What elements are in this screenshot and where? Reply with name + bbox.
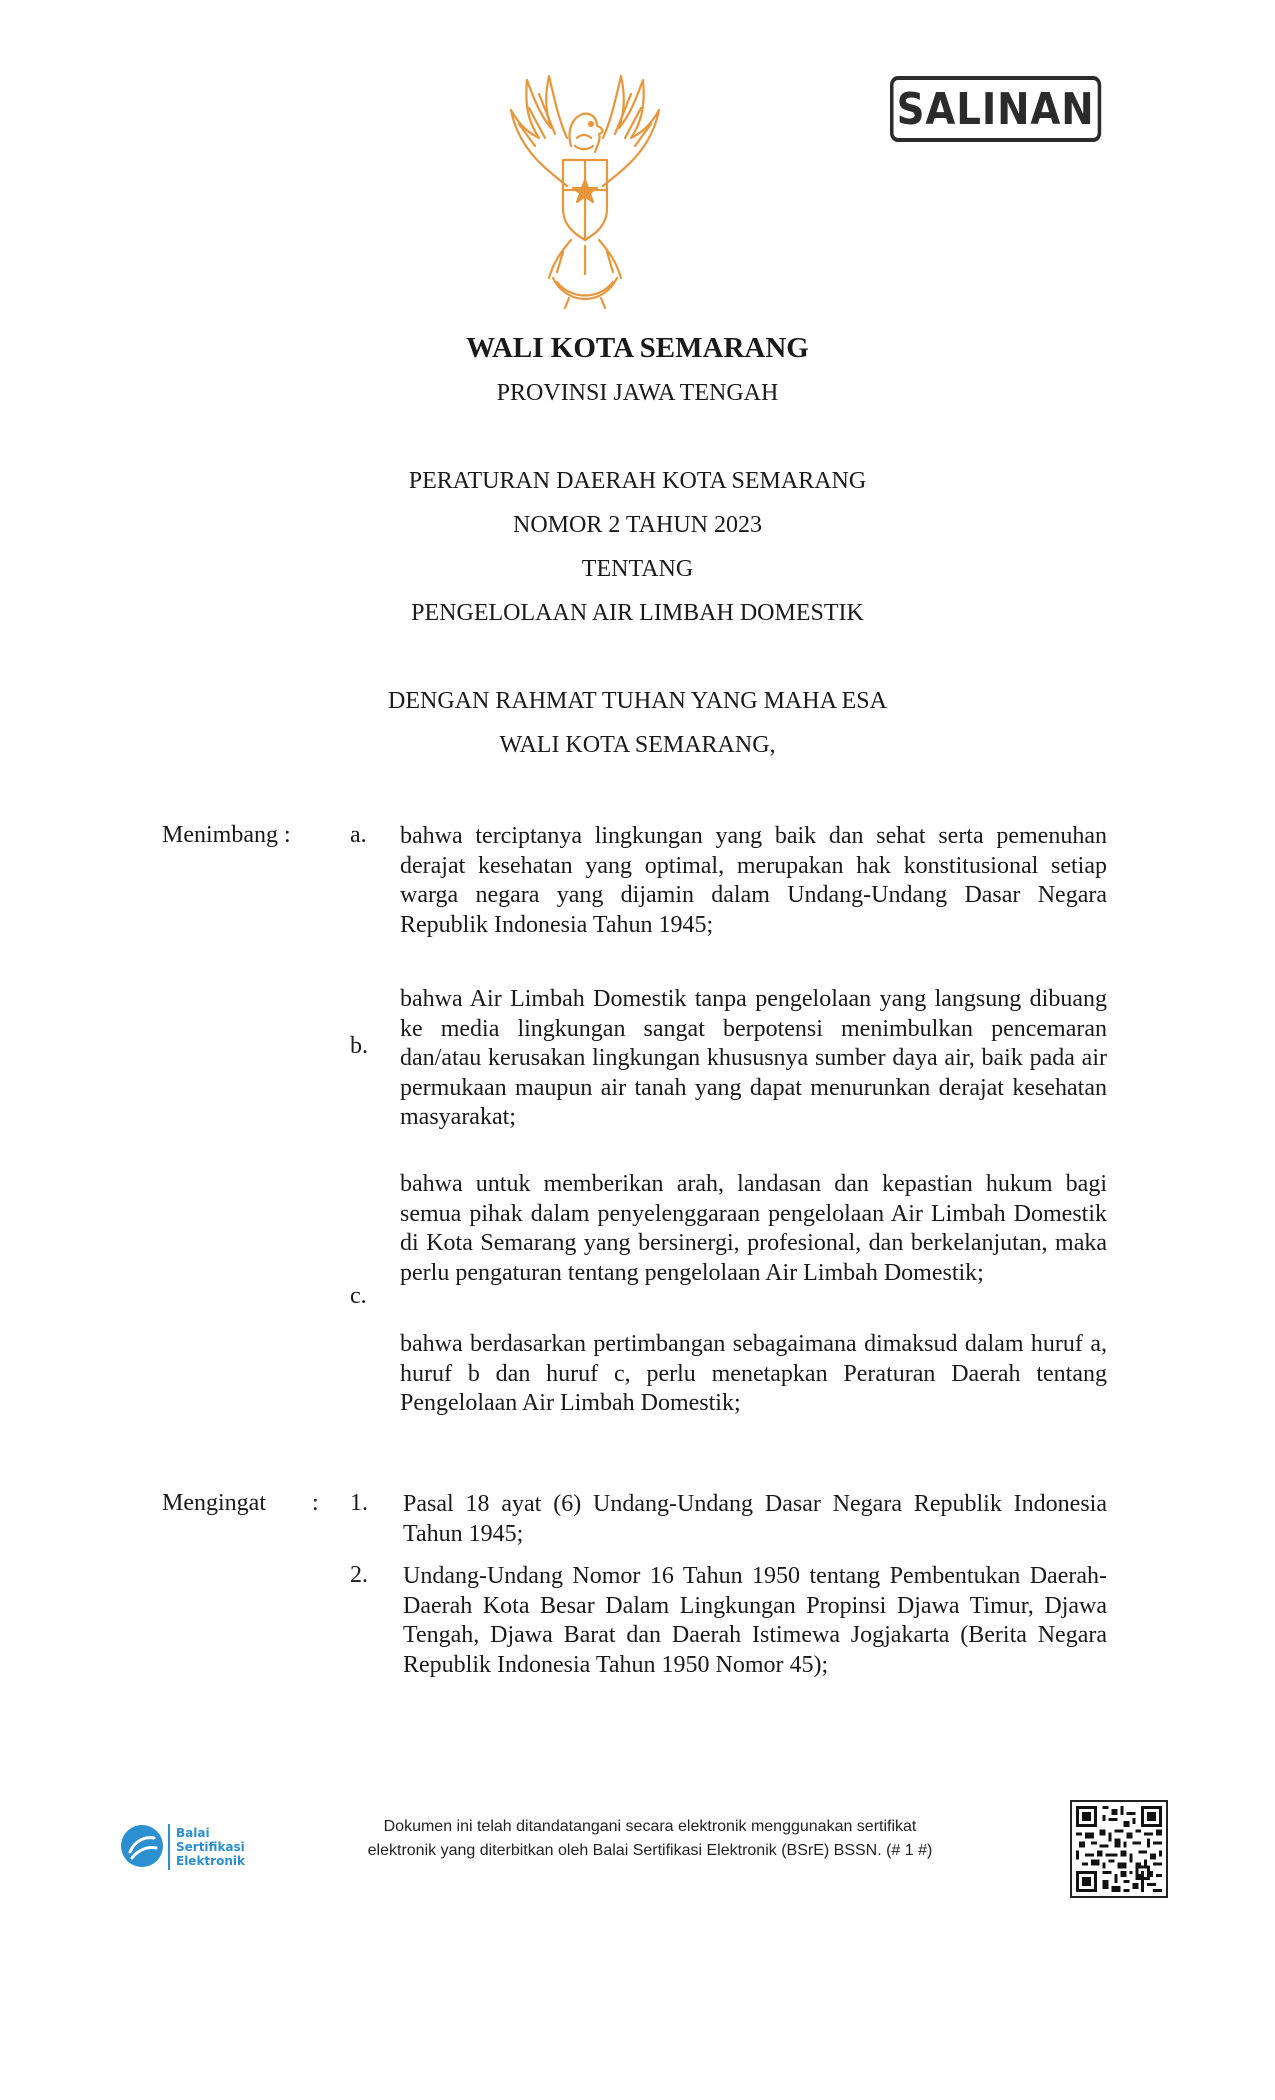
consideration-c: bahwa untuk memberikan arah, landasan dan kepastian hukum bagi semua pihak dalam penyelenggaraan pengelolaan Air Limbah Domestik di Kota Semarang yang bersinergi, profesional, dan berkelanjutan, maka perlu pengaturan tentang pengelolaan Air Limbah Domestik; <box>400 1171 1107 1286</box>
preamble-line-2: WALI KOTA SEMARANG, <box>499 732 776 758</box>
signature-notice-line-1: Dokumen ini telah ditandatangani secara elektronik menggunakan sertifikat <box>383 1818 917 1835</box>
province-line: PROVINSI JAWA TENGAH <box>496 380 779 406</box>
signature-notice-line-2: elektronik yang diterbitkan oleh Balai Sertifikasi Elektronik (BSrE) BSSN. (# 1 #) <box>367 1842 933 1859</box>
mengingat-label: Mengingat <box>162 1490 266 1516</box>
qr-code-icon <box>1070 1800 1168 1898</box>
legal-basis-1: Pasal 18 ayat (6) Undang-Undang Dasar Negara Republik Indonesia Tahun 1945; <box>403 1491 1107 1547</box>
consideration-a: bahwa terciptanya lingkungan yang baik dan sehat serta pemenuhan derajat kesehatan yang optimal, merupakan hak konstitusional setiap warga negara yang dijamin dalam Undang-Undang Dasar Negara Republik Indonesia Tahun 1945; <box>400 823 1107 938</box>
consideration-marker-c: c. <box>350 1283 367 1309</box>
consideration-b: bahwa Air Limbah Domestik tanpa pengelolaan yang langsung dibuang ke media lingkungan sangat berpotensi menimbulkan pencemaran dan/atau kerusakan lingkungan khususnya sumber daya air, baik pada air permukaan maupun air tanah yang dapat menurunkan derajat kesehatan masyarakat; <box>400 986 1107 1130</box>
consideration-marker-b: b. <box>350 1033 368 1059</box>
garuda-emblem-icon <box>505 68 665 318</box>
bsre-logo <box>118 1820 283 1874</box>
menimbang-label: Menimbang : <box>162 822 291 848</box>
salinan-stamp: SALINAN <box>890 76 1101 142</box>
bsre-logo-line-3: Elektronik <box>176 1854 245 1868</box>
regulation-subject: PENGELOLAAN AIR LIMBAH DOMESTIK <box>411 600 864 626</box>
legal-basis-marker-1: 1. <box>350 1490 368 1516</box>
legal-basis-marker-2: 2. <box>350 1562 368 1588</box>
consideration-marker-a: a. <box>350 822 367 848</box>
consideration-d: bahwa berdasarkan pertimbangan sebagaimana dimaksud dalam huruf a, huruf b dan huruf c, perlu menetapkan Peraturan Daerah tentang Pengelolaan Air Limbah Domestik; <box>400 1331 1107 1416</box>
mengingat-colon: : <box>312 1490 319 1516</box>
regulation-number: NOMOR 2 TAHUN 2023 <box>513 512 762 538</box>
preamble-line-1: DENGAN RAHMAT TUHAN YANG MAHA ESA <box>388 688 887 714</box>
bsre-logo-line-2: Sertifikasi <box>176 1840 245 1854</box>
official-title: WALI KOTA SEMARANG <box>466 332 809 364</box>
regulation-title: PERATURAN DAERAH KOTA SEMARANG <box>408 468 867 494</box>
bsre-logo-line-1: Balai <box>176 1826 210 1840</box>
regulation-about: TENTANG <box>581 556 694 582</box>
legal-basis-2: Undang-Undang Nomor 16 Tahun 1950 tentang Pembentukan Daerah-Daerah Kota Besar Dalam Lingkungan Propinsi Djawa Timur, Djawa Tengah, Djawa Barat dan Daerah Istimewa Jogjakarta (Berita Negara Republik Indonesia Tahun 1950 Nomor 45); <box>403 1563 1107 1678</box>
